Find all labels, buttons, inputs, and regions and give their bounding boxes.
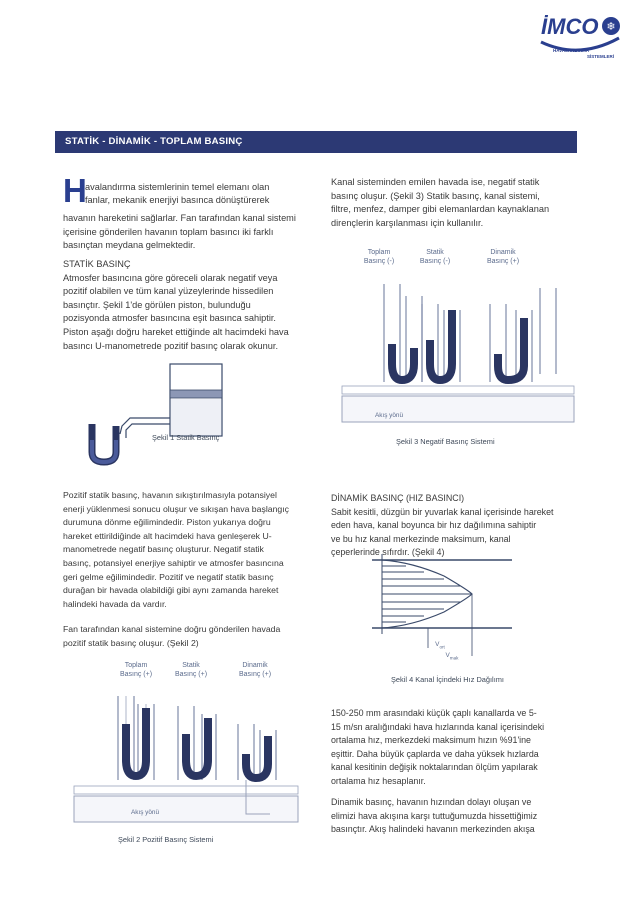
intro-line-2: fanlar, mekanik enerjiyi basınca dönüştürerek xyxy=(85,195,270,205)
statik-line: basıncı U-manometrede pozitif basınç olarak okunur. xyxy=(63,340,278,351)
fig3-label-dinamik: Dinamik Basınç (+) xyxy=(486,249,520,265)
pozitif-line: durumuna dönme eğilimindedir. Piston yukarıya doğru xyxy=(63,517,271,528)
figure-2-diagram xyxy=(70,684,310,824)
dinamik2-section xyxy=(331,796,583,837)
kanal-line: basınç oluşur. (Şekil 3) Statik basınç, kanal sistemi, xyxy=(331,190,540,201)
statik-heading: STATİK BASINÇ xyxy=(63,259,131,269)
logo-sub2: SİSTEMLERİ xyxy=(587,54,615,59)
fig4-vort-label: $V_{ort}$ xyxy=(435,641,445,650)
figure-3-caption: Şekil 3 Negatif Basınç Sistemi xyxy=(396,437,495,446)
kanal-line: filtre, menfez, damper gibi elemanlardan kaynaklanan xyxy=(331,204,550,215)
intro-line-3: havanın hareketini sağlarlar. Fan tarafından kanal sistemi xyxy=(63,213,296,223)
logo-sub1: HAVALANDIRMA xyxy=(553,48,590,53)
statik-line: basınçtır. Şekil 1'de görülen piston, bulunduğu xyxy=(63,299,251,310)
statik-line: Piston aşağı doğru hareket ettiğinde alt hacimdeki hava xyxy=(63,326,289,337)
figure-1-caption: Şekil 1 Statik Basınç xyxy=(152,433,220,442)
statik-line: pozitif olabilen ve tüm kanal yüzeylerinde hissedilen xyxy=(63,286,274,297)
dinamik-heading: DİNAMİK BASINÇ (HIZ BASINCI) xyxy=(331,493,465,503)
dinamik2-line: Dinamik basınç, havanın hızından dolayı oluşan ve xyxy=(331,797,532,807)
figure-3-diagram xyxy=(340,274,580,424)
fig3-label-statik: Statik Basınç (-) xyxy=(419,249,451,265)
dinamik2-line: elimizi hava akışına karşı tuttuğumuzda hissettiğimiz xyxy=(331,810,538,821)
pozitif-line: manometrede negatif basınç oluşturur. Negatif statik xyxy=(63,544,264,555)
hiz-section xyxy=(331,707,583,789)
statik-line: Atmosfer basıncına göre göreceli olarak negatif veya xyxy=(63,272,278,283)
kanal-line: dirençlerin karşılanması için kullanılır. xyxy=(331,217,484,228)
dinamik-line: çeperlerinde sıfırdır. (Şekil 4) xyxy=(331,547,445,558)
hiz-line: kanal kesitinin değişik noktalarından ölçüm yapılarak xyxy=(331,762,538,773)
fig2-label-dinamik: Dinamik Basınç (+) xyxy=(238,662,272,678)
hiz-line: ortalama hız, merkezdeki maksimum hızın %91'ine xyxy=(331,735,531,746)
pozitif-section xyxy=(63,489,315,651)
fig3-flow-label: Akış yönü xyxy=(374,412,404,419)
fig2-flow-label: Akış yönü xyxy=(130,809,160,816)
kanal-section xyxy=(331,176,583,230)
logo-brand: İMCO xyxy=(541,14,599,39)
dinamik-line: ve bu hız kanal merkezinde maksimum, kanal xyxy=(331,533,511,544)
fig2-label-toplam: Toplam Basınç (+) xyxy=(119,662,153,678)
intro-line-4: içerisine gönderilen havanın toplam basıncı iki farklı xyxy=(63,226,274,237)
kanal-line: Kanal sisteminden emilen havada ise, negatif statik xyxy=(331,177,540,187)
hiz-line: 15 m/sn aralığındaki hava hızlarında kanal içerisindeki xyxy=(331,721,545,732)
dinamik-line: Sabit kesitli, düzgün bir yuvarlak kanal içerisinde hareket xyxy=(331,506,554,517)
pozitif-line: Fan tarafından kanal sistemine doğru gönderilen havada xyxy=(63,624,281,635)
figure-2-caption: Şekil 2 Pozitif Basınç Sistemi xyxy=(118,835,214,844)
intro-line-5: basınçtan meydana gelmektedir. xyxy=(63,240,196,251)
pozitif-line: geri gelme eğilimindedir. Pozitif ve negatif statik basınç xyxy=(63,571,274,582)
svg-text:❄: ❄ xyxy=(606,21,616,33)
fig2-label-statik: Statik Basınç (+) xyxy=(174,662,208,678)
hiz-line: 150-250 mm arasındaki küçük çaplı kanallarda ve 5- xyxy=(331,708,537,718)
intro-paragraph xyxy=(63,172,313,253)
dropcap: H xyxy=(63,172,87,209)
pozitif-line: halindeki havada da vardır. xyxy=(63,598,167,609)
hiz-line: eşittir. Daha büyük çaplarda ve daha yüksek hızlarda xyxy=(331,748,539,759)
company-logo xyxy=(535,8,623,64)
dinamik-section xyxy=(331,492,583,560)
hiz-line: ortalama hız hesaplanır. xyxy=(331,775,426,786)
figure-1-diagram xyxy=(70,360,260,460)
section-title: STATİK - DİNAMİK - TOPLAM BASINÇ xyxy=(65,136,243,147)
fig3-label-toplam: Toplam Basınç (-) xyxy=(363,249,395,265)
dinamik2-line: basınçtır. Akış halindeki havanın merkezinden akışa xyxy=(331,824,535,835)
pozitif-line: pozitif statik basınç oluşur. (Şekil 2) xyxy=(63,637,199,648)
pozitif-line: Pozitif statik basınç, havanın sıkıştırılmasıyla potansiyel xyxy=(63,490,277,500)
pozitif-line: hareket ettirildiğinde alt hacimdeki hava genleşerek U- xyxy=(63,530,272,541)
pozitif-line: basınç, potansiyel enerjiye sahiptir ve atmosfer basıncına xyxy=(63,557,284,568)
dinamik-line: eden hava, kanal boyunca bir hız dağılımına sahiptir xyxy=(331,520,537,531)
fig4-vmak-label: $V_{mak}$ xyxy=(445,652,459,661)
figure-4-caption: Şekil 4 Kanal İçindeki Hız Dağılımı xyxy=(391,675,504,684)
logo-graphic xyxy=(535,8,623,64)
section-header-bar xyxy=(55,131,577,153)
pozitif-line: durağan bir havada olabildiği gibi aynı zamanda hareket xyxy=(63,585,279,596)
intro-line-1: avalandırma sistemlerinin temel elemanı olan xyxy=(85,182,270,192)
statik-line: pozisyonda atmosfer basıncına eşit basınca sahiptir. xyxy=(63,313,276,324)
statik-section xyxy=(63,258,315,353)
pozitif-line: enerji yüklenmesi sonucu oluşur ve sıkışan hava başlangıç xyxy=(63,503,289,514)
